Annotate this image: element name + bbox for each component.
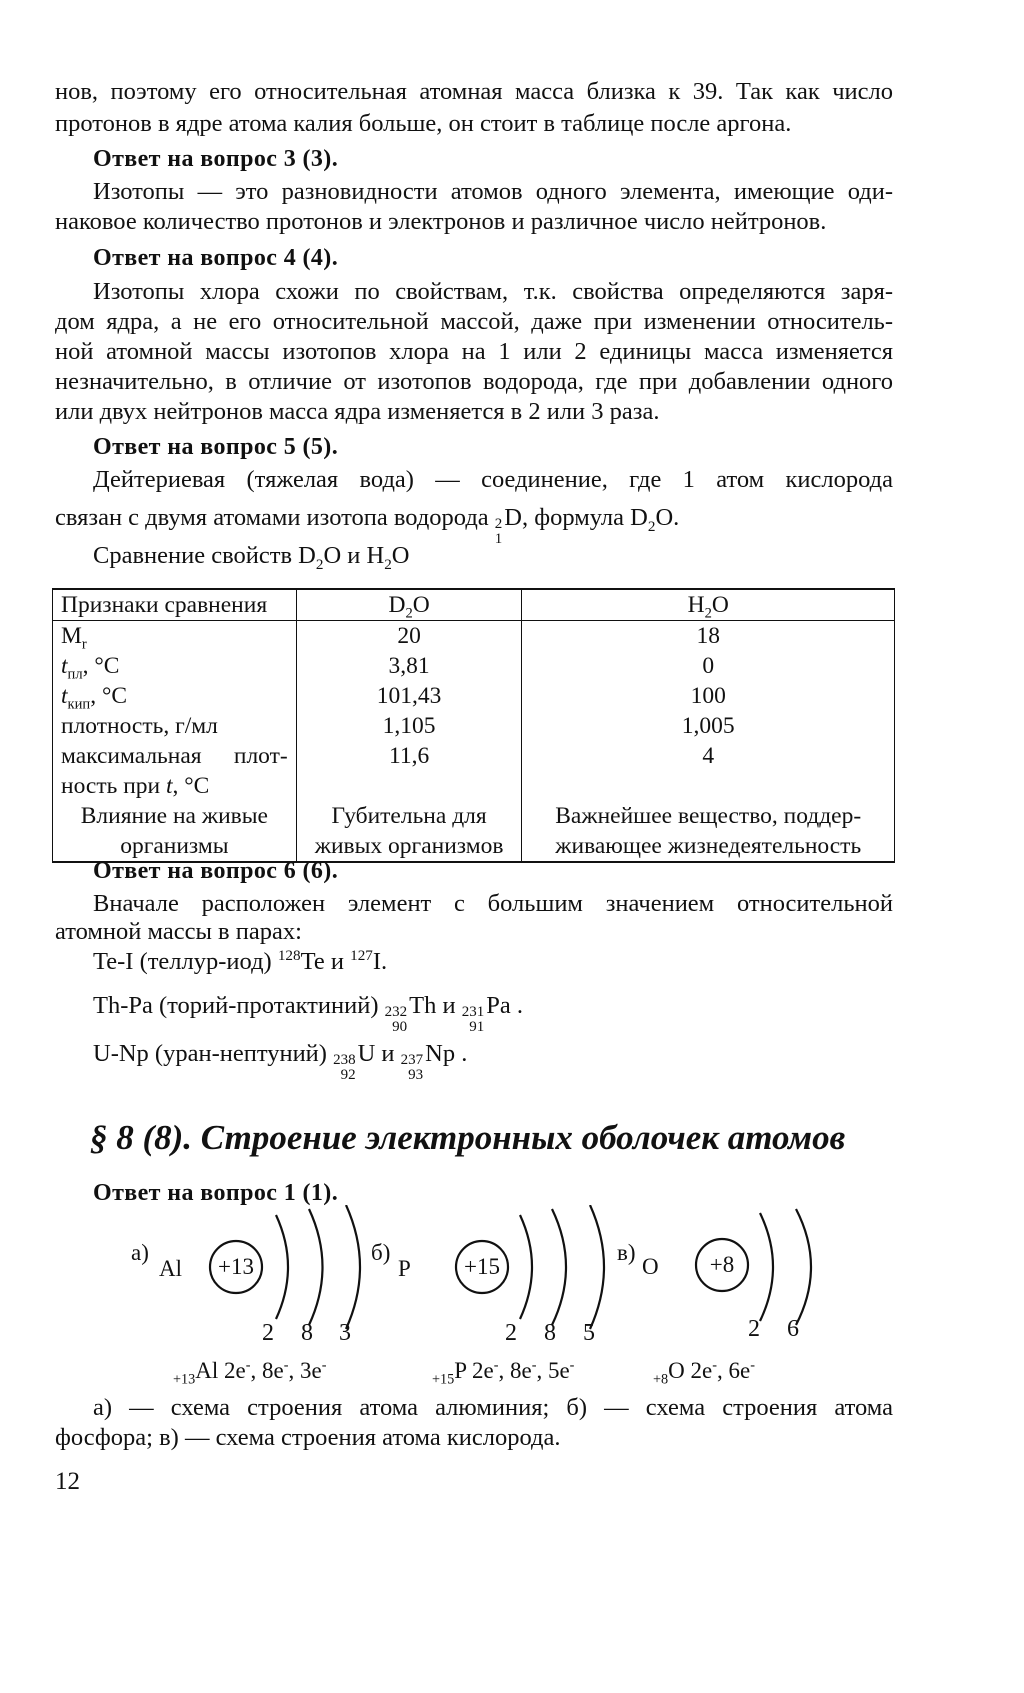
table-caption: Сравнение свойств $D_2O$ и $H_2O$: [93, 542, 410, 573]
shell-arc: [346, 1205, 360, 1329]
paragraph-line: протонов в ядре атома калия больше, он стоит в таблице после аргона.: [55, 110, 792, 137]
isotope-deuterium: 2 1: [494, 516, 503, 547]
atom-c-charge: +8: [709, 1252, 735, 1277]
paragraph-line: атомной массы в парах:: [55, 918, 302, 945]
atom-a-charge: +13: [218, 1254, 254, 1279]
isotope-pair-th-pa: Th-Pa (торий-протактиний) 232 90 Th и 231 91 Pa .: [93, 992, 523, 1035]
table-row: $M_r$ 20 18: [53, 621, 895, 652]
shell-arc: [520, 1215, 532, 1319]
answer-heading-4: Ответ на вопрос 4 (4).: [93, 245, 339, 271]
paragraph-line: ной атомной массы изотопов хлора на 1 или 2 единицы масса изменяется: [55, 338, 893, 365]
paragraph-line: или двух нейтронов масса ядра изменяется в 2 или 3 раза.: [55, 398, 660, 425]
isotope-pair-u-np: U-Np (уран-нептуний) 238 92 U и 237 93 Np .: [93, 1040, 468, 1083]
atom-c-letter: в): [617, 1240, 636, 1265]
table-row: Влияние на живые организмы Губительна для живых организмов Важнейшее вещество, поддер- живающее жизнедеятельность: [53, 801, 895, 862]
answer-heading-6: Ответ на вопрос 6 (6).: [93, 858, 339, 884]
o-configuration: $_{+8}$O 2e-, 6e-: [653, 1357, 755, 1388]
table-header-cell: Признаки сравнения: [53, 589, 297, 621]
diagram-caption-line: фосфора; в) — схема строения атома кислорода.: [55, 1424, 561, 1451]
shell-arc: [796, 1209, 811, 1325]
paragraph-line: дом ядра, а не его относительной массой, даже при изменении относитель-: [55, 308, 893, 335]
p-configuration: $_{+15}$P 2e-, 8e-, 5e-: [432, 1357, 575, 1388]
shell-arc: [309, 1209, 323, 1325]
answer-heading-5: Ответ на вопрос 5 (5).: [93, 434, 339, 460]
al-configuration: $_{+13}$Al 2e-, 8e-, 3e-: [173, 1357, 327, 1388]
atom-b-symbol: P: [398, 1256, 411, 1281]
paragraph-line: Вначале расположен элемент с большим значением относительной: [93, 890, 893, 917]
paragraph-line: Дейтериевая (тяжелая вода) — соединение, где 1 атом кислорода: [93, 466, 893, 493]
shell-arc: [760, 1213, 773, 1321]
paragraph-line: Изотопы хлора схожи по свойствам, т.к. свойства определяются заря-: [93, 278, 893, 305]
isotope-pair-te-i: Te-I (теллур-иод) $^{128}$Te и $^{127}$I.: [93, 946, 388, 975]
paragraph-line: наковое количество протонов и электронов и различное число нейтронов.: [55, 208, 827, 235]
table-header-row: [53, 589, 895, 621]
section-title: § 8 (8). Строение электронных оболочек атомов: [90, 1118, 846, 1157]
table-row: $t_{кип}$, °C 101,43 100: [53, 681, 895, 711]
shell-arc: [552, 1209, 566, 1325]
paragraph-line: незначительно, в отличие от изотопов водорода, где при добавлении одного: [55, 368, 893, 395]
table-header-cell: $H_2O$: [522, 589, 895, 621]
atom-a-letter: а): [131, 1240, 149, 1265]
atom-b-letter: б): [371, 1240, 391, 1265]
shell-arc: [276, 1215, 288, 1319]
atom-b-charge: +15: [464, 1254, 500, 1279]
table-row: максимальная плот- ность при t, °C 11,6 4: [53, 741, 895, 801]
table-row: $t_{пл}$, °C 3,81 0: [53, 651, 895, 681]
paragraph-line: связан с двумя атомами изотопа водорода 2 1 D, формула $D_2O$.: [55, 504, 680, 547]
answer-heading-3: Ответ на вопрос 3 (3).: [93, 146, 339, 172]
diagram-caption-line: а) — схема строения атома алюминия; б) — схема строения атома: [93, 1394, 893, 1421]
answer-heading-1: Ответ на вопрос 1 (1).: [93, 1180, 339, 1206]
atom-a-symbol: Al: [159, 1256, 182, 1281]
page-number: 12: [55, 1468, 80, 1495]
textbook-page: нов, поэтому его относительная атомная масса близка к 39. Так как число протонов в ядре атома калия больше, он стоит в таблице после аргона. Ответ на вопрос 3 (3). Изотопы — это разновидности атомов одного элемента, имеющие оди- наковое количество протонов и электронов и различное число нейтронов. Ответ на вопрос 4 (4). Изотопы хлора схожи по свойствам, т.к. свойства определяются заря- дом ядра, а не его относительной массой, даже при изменении относитель- ной атомной массы изотопов хлора на 1 или 2 единицы масса изменяется незначительно, в отличие от изотопов водорода, где при добавлении одного или двух нейтронов масса ядра изменяется в 2 или 3 раза. Ответ на вопрос 5 (5). Дейтериевая (тяжелая вода) — соединение, где 1 атом кислорода связан с двумя атомами изотопа водорода 2 1 D, формула $D_2O$. Сравнение свойств $D_2O$ и $H_2O$ Признаки сравнения $D_2O$ $H_2O$ $M_r$ 20 18 $t_{пл}$, °C 3,81 0 $t_{кип}$, °C 101,43 100 плотность, г/мл 1,105 1,005 максимальная плот- ность при t, °C 11,6 4 Влияние на живые организмы Губительна для живых организмов Важнейшее вещество, поддер- живающее жизнедеятельность Ответ на вопрос 6 (6). Вначале расположен элемент с большим значением относительной атомной массы в парах: Te-I (теллур-иод) $^{128}$Te и $^{127}$I. Th-Pa (торий-протактиний) 232 90 Th и 231 91 Pa . U-Np (уран-нептуний) 238 92 U и 237 93 Np . § 8 (8). Строение электронных оболочек атомов Ответ на вопрос 1 (1). а) Al +13 2 8 3 $_{+13}$Al 2e-, 8e-, 3e- б) P +15 2 8 5 $_{+15}$P 2e-, 8e-, 5e- в) O +8 2 6 $_{+8}$O 2e-, 6e- а) — схема строения атома алюминия; б) — схема строения атома фосфора; в) — схема строения атома кислорода. 12: [0, 0, 1024, 1693]
atom-c-symbol: O: [642, 1254, 659, 1279]
shell-arc: [590, 1205, 604, 1329]
paragraph-line: Изотопы — это разновидности атомов одного элемента, имеющие оди-: [93, 178, 893, 205]
table-header-cell: $D_2O$: [296, 589, 522, 621]
comparison-table: [52, 588, 895, 863]
table-row: плотность, г/мл 1,105 1,005: [53, 711, 895, 741]
paragraph-line: нов, поэтому его относительная атомная масса близка к 39. Так как число: [55, 78, 893, 105]
